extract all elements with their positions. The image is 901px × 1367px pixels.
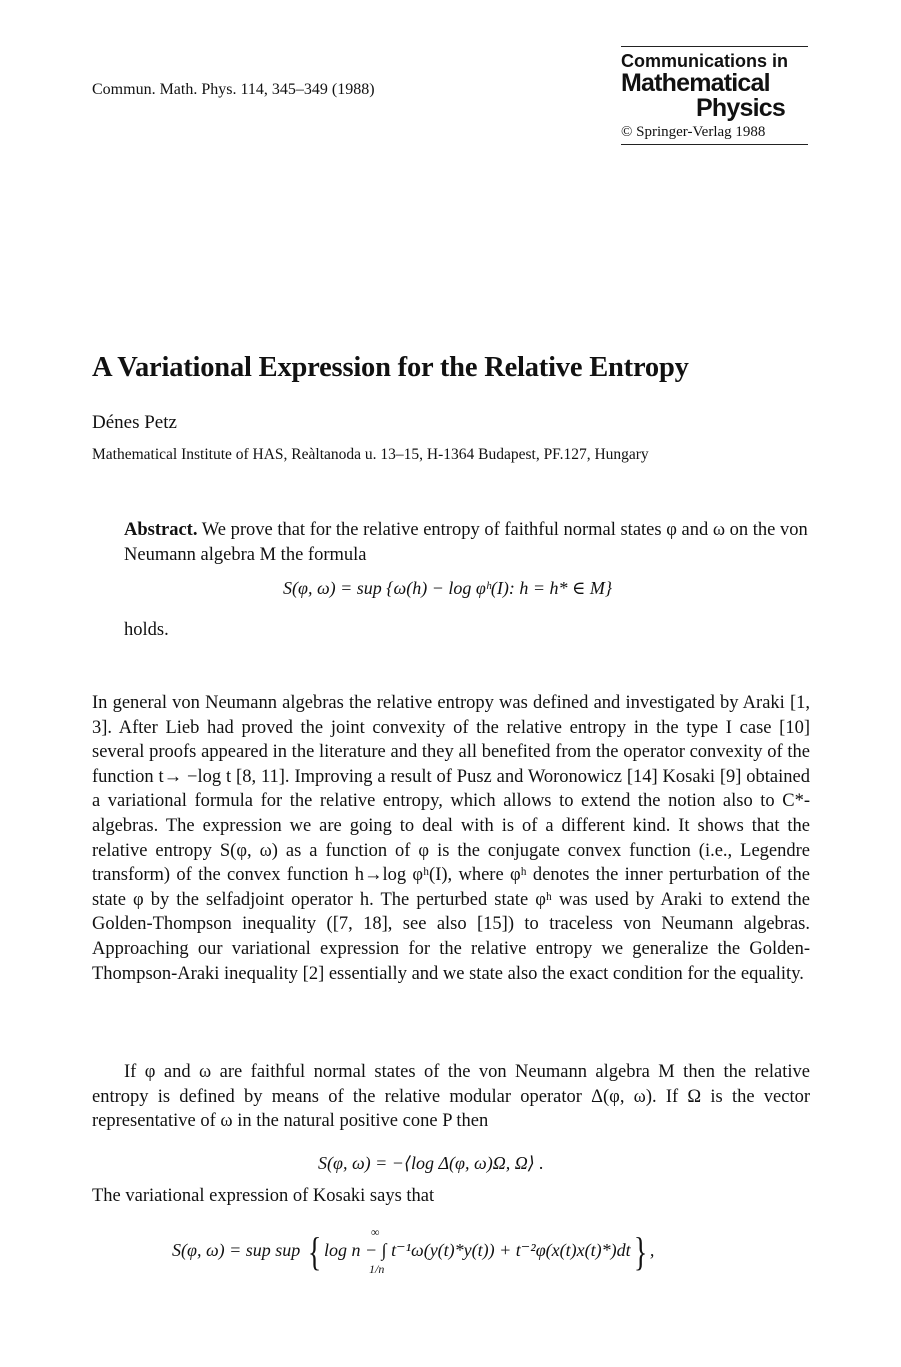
author-name: Dénes Petz [92, 412, 177, 433]
kosaki-formula [172, 1229, 655, 1274]
journal-logo [621, 46, 808, 145]
journal-name-line1: Communications in [621, 51, 789, 71]
paper-title: A Variational Expression for the Relative Entropy [92, 352, 689, 383]
abstract-formula: S(φ, ω) = sup {ω(h) − log φʰ(I): h = h* ∈ M} [283, 578, 613, 598]
journal-name-line3: Physics [696, 94, 785, 122]
journal-name-line2: Mathematical [621, 69, 770, 97]
left-brace: { [307, 1229, 322, 1274]
body-paragraph-1: In general von Neumann algebras the relative entropy was defined and investigated by Araki [1, 3]. After Lieb had proved the joint convexity of the relative entropy in the type I case [10] several proofs appeared in the literature and they all benefited from the operator convexity of the function t→ −log t [8, 11]. Improving a result of Pusz and Woronowicz [14] Kosaki [9] obtained a variational formula for the relative entropy, which allows to extend the notion also to C*-algebras. The expression we are going to deal with is of a different kind. It shows that the relative entropy S(φ, ω) as a function of φ is the conjugate convex function (i.e., Legendre transform) of the convex function h→log φʰ(I), where φʰ denotes the inner perturbation of the state φ by the selfadjoint operator h. The perturbed state φʰ was used by Araki to extend the Golden-Thompson inequality ([7, 18], see also [15]) to traceless von Neumann algebras. Approaching our variational expression for the relative entropy we generalize the Golden-Thompson-Araki inequality [2] essentially and we state also the exact condition for the equality. [92, 693, 810, 984]
right-brace: } [633, 1229, 647, 1274]
author-affiliation: Mathematical Institute of HAS, Reàltanoda u. 13–15, H-1364 Budapest, PF.127, Hungary [92, 446, 649, 463]
relative-entropy-formula: S(φ, ω) = −⟨log Δ(φ, ω)Ω, Ω⟩ . [318, 1153, 544, 1173]
kosaki-formula-left: S(φ, ω) = sup sup [172, 1240, 301, 1261]
integral-upper-limit: ∞ [371, 1225, 380, 1239]
abstract-closing: holds. [124, 620, 169, 640]
abstract [124, 518, 810, 567]
kosaki-intro: The variational expression of Kosaki says that [92, 1186, 435, 1206]
body-paragraph-2: If φ and ω are faithful normal states of the von Neumann algebra M then the relative entropy is defined by means of the relative modular operator Δ(φ, ω). If Ω is the vector representative of ω in the natural positive cone P then [92, 1062, 810, 1132]
copyright-notice: © Springer-Verlag 1988 [621, 124, 766, 140]
abstract-label: Abstract. [124, 520, 198, 540]
integral-lower-limit: 1/n [369, 1262, 385, 1276]
journal-citation: Commun. Math. Phys. 114, 345–349 (1988) [92, 81, 375, 98]
abstract-text: We prove that for the relative entropy of faithful normal states φ and ω on the von Neumann algebra M the formula [124, 520, 808, 565]
kosaki-formula-end: , [649, 1240, 655, 1261]
kosaki-formula-inner: log n − ∫ t⁻¹ω(y(t)*y(t)) + t⁻²φ(x(t)x(t)*)dt [324, 1240, 631, 1261]
